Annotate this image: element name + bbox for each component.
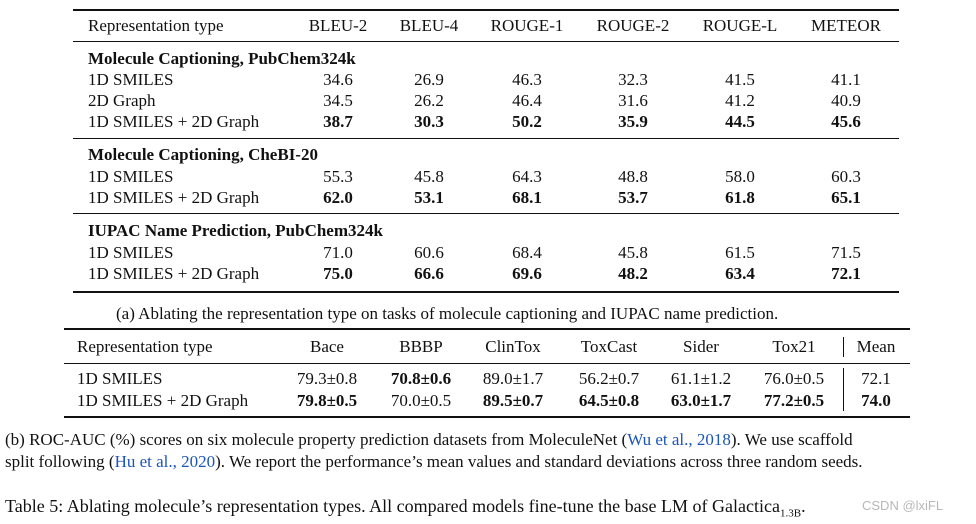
section-title: IUPAC Name Prediction, PubChem324k [88, 221, 383, 240]
table-caption-end: . [801, 496, 806, 516]
table-b-bottom-rule [64, 416, 910, 418]
cell-best: 50.2 [512, 112, 542, 131]
table-b-header-col: BBBP [399, 337, 443, 356]
caption-text: ). We report the performance’s mean values and standard deviations across three random seeds. [215, 452, 863, 471]
cell: 72.1 [861, 369, 891, 388]
cell: 60.3 [831, 167, 861, 186]
cell: 41.1 [831, 70, 861, 89]
table-caption-subscript: 1.3B [780, 507, 802, 520]
table-b-caption-line1 [5, 430, 853, 450]
cell: 45.8 [414, 167, 444, 186]
table-b-header-col: ToxCast [580, 337, 638, 356]
cell: 26.9 [414, 70, 444, 89]
cell-best: 48.2 [618, 264, 648, 283]
cell-best: 77.2±0.5 [763, 391, 825, 410]
row-label: 1D SMILES + 2D Graph [88, 188, 260, 207]
section-title: Molecule Captioning, PubChem324k [88, 49, 356, 68]
table-b-header-col: ClinTox [485, 337, 541, 356]
caption-text: split following ( [5, 452, 115, 471]
cell-best: 72.1 [831, 264, 861, 283]
table-a-header-col: ROUGE-1 [490, 16, 564, 35]
cell: 32.3 [618, 70, 648, 89]
cell: 45.8 [618, 243, 648, 262]
cell: 41.2 [725, 91, 755, 110]
cell-best: 70.8±0.6 [390, 369, 452, 388]
table-b-header-col: Bace [310, 337, 344, 356]
cell: 60.6 [414, 243, 444, 262]
cell: 31.6 [618, 91, 648, 110]
table-caption [5, 496, 806, 524]
cell-best: 66.6 [414, 264, 444, 283]
cell-best: 68.1 [512, 188, 542, 207]
citation-link[interactable]: Wu et al., 2018 [627, 430, 731, 449]
table-b-header-col: Mean [856, 337, 896, 356]
watermark: CSDN @lxiFL [862, 498, 944, 513]
table-a-caption: (a) Ablating the representation type on tasks of molecule captioning and IUPAC name prediction. [116, 304, 779, 323]
cell-best: 44.5 [725, 112, 755, 131]
cell: 58.0 [725, 167, 755, 186]
cell-best: 30.3 [414, 112, 444, 131]
cell: 48.8 [618, 167, 648, 186]
row-label: 1D SMILES [88, 243, 174, 262]
cell: 61.5 [725, 243, 755, 262]
table-a-header-col: ROUGE-2 [596, 16, 670, 35]
table-a-header-col: BLEU-2 [308, 16, 368, 35]
cell-best: 53.1 [414, 188, 444, 207]
caption-text: (b) ROC-AUC (%) scores on six molecule property prediction datasets from MoleculeNet ( [5, 430, 628, 449]
caption-text: ). We use scaffold [730, 430, 853, 449]
cell-best: 35.9 [618, 112, 648, 131]
table-a-bottom-rule [73, 291, 899, 293]
row-label: 1D SMILES + 2D Graph [88, 112, 260, 131]
table-b-header-col: Sider [683, 337, 719, 356]
cell: 68.4 [512, 243, 542, 262]
cell-best: 65.1 [831, 188, 861, 207]
cell-best: 38.7 [323, 112, 353, 131]
cell: 55.3 [323, 167, 353, 186]
row-label: 1D SMILES [88, 167, 174, 186]
cell-best: 75.0 [323, 264, 353, 283]
section-rule [73, 138, 899, 139]
table-a-header-rule [73, 41, 899, 42]
row-label: 1D SMILES + 2D Graph [88, 264, 260, 283]
table-a-header-col: METEOR [811, 16, 881, 35]
cell-best: 63.0±1.7 [670, 391, 732, 410]
cell-best: 61.8 [725, 188, 755, 207]
cell-best: 79.8±0.5 [296, 391, 358, 410]
cell: 34.6 [323, 70, 353, 89]
cell: 41.5 [725, 70, 755, 89]
table-b-caption-line2 [5, 452, 863, 472]
table-b-top-rule [64, 328, 910, 330]
cell-best: 63.4 [725, 264, 755, 283]
cell-best: 45.6 [831, 112, 861, 131]
cell-best: 74.0 [861, 391, 891, 410]
row-label: 1D SMILES [88, 70, 174, 89]
citation-link[interactable]: Hu et al., 2020 [114, 452, 216, 471]
cell-best: 89.5±0.7 [482, 391, 544, 410]
table-a-top-rule [73, 9, 899, 11]
cell-best: 62.0 [323, 188, 353, 207]
row-label: 2D Graph [88, 91, 156, 110]
cell: 71.5 [831, 243, 861, 262]
cell-best: 64.5±0.8 [578, 391, 640, 410]
cell: 70.0±0.5 [390, 391, 452, 410]
cell: 76.0±0.5 [763, 369, 825, 388]
cell: 46.3 [512, 70, 542, 89]
cell-best: 69.6 [512, 264, 542, 283]
table-b-header-col: Tox21 [772, 337, 816, 356]
table-a-header-col: BLEU-4 [399, 16, 459, 35]
table-b-header-type: Representation type [77, 337, 213, 356]
cell: 34.5 [323, 91, 353, 110]
cell: 26.2 [414, 91, 444, 110]
table-a-header-col: ROUGE-L [702, 16, 778, 35]
cell: 79.3±0.8 [296, 369, 358, 388]
section-title: Molecule Captioning, CheBI-20 [88, 145, 318, 164]
cell: 56.2±0.7 [578, 369, 640, 388]
cell: 40.9 [831, 91, 861, 110]
cell: 61.1±1.2 [670, 369, 732, 388]
cell-best: 53.7 [618, 188, 648, 207]
table-b-vertical-rule [843, 368, 844, 411]
table-a-header-type: Representation type [88, 16, 224, 35]
row-label: 1D SMILES + 2D Graph [77, 391, 249, 410]
table-caption-text: Table 5: Ablating molecule’s representation types. All compared models fine-tune the base LM of Galactica [5, 496, 780, 516]
row-label: 1D SMILES [77, 369, 163, 388]
table-b-header-rule [64, 363, 910, 364]
section-rule [73, 213, 899, 214]
cell: 46.4 [512, 91, 542, 110]
cell: 71.0 [323, 243, 353, 262]
cell: 89.0±1.7 [482, 369, 544, 388]
cell: 64.3 [512, 167, 542, 186]
table-b-vertical-rule [843, 337, 844, 357]
